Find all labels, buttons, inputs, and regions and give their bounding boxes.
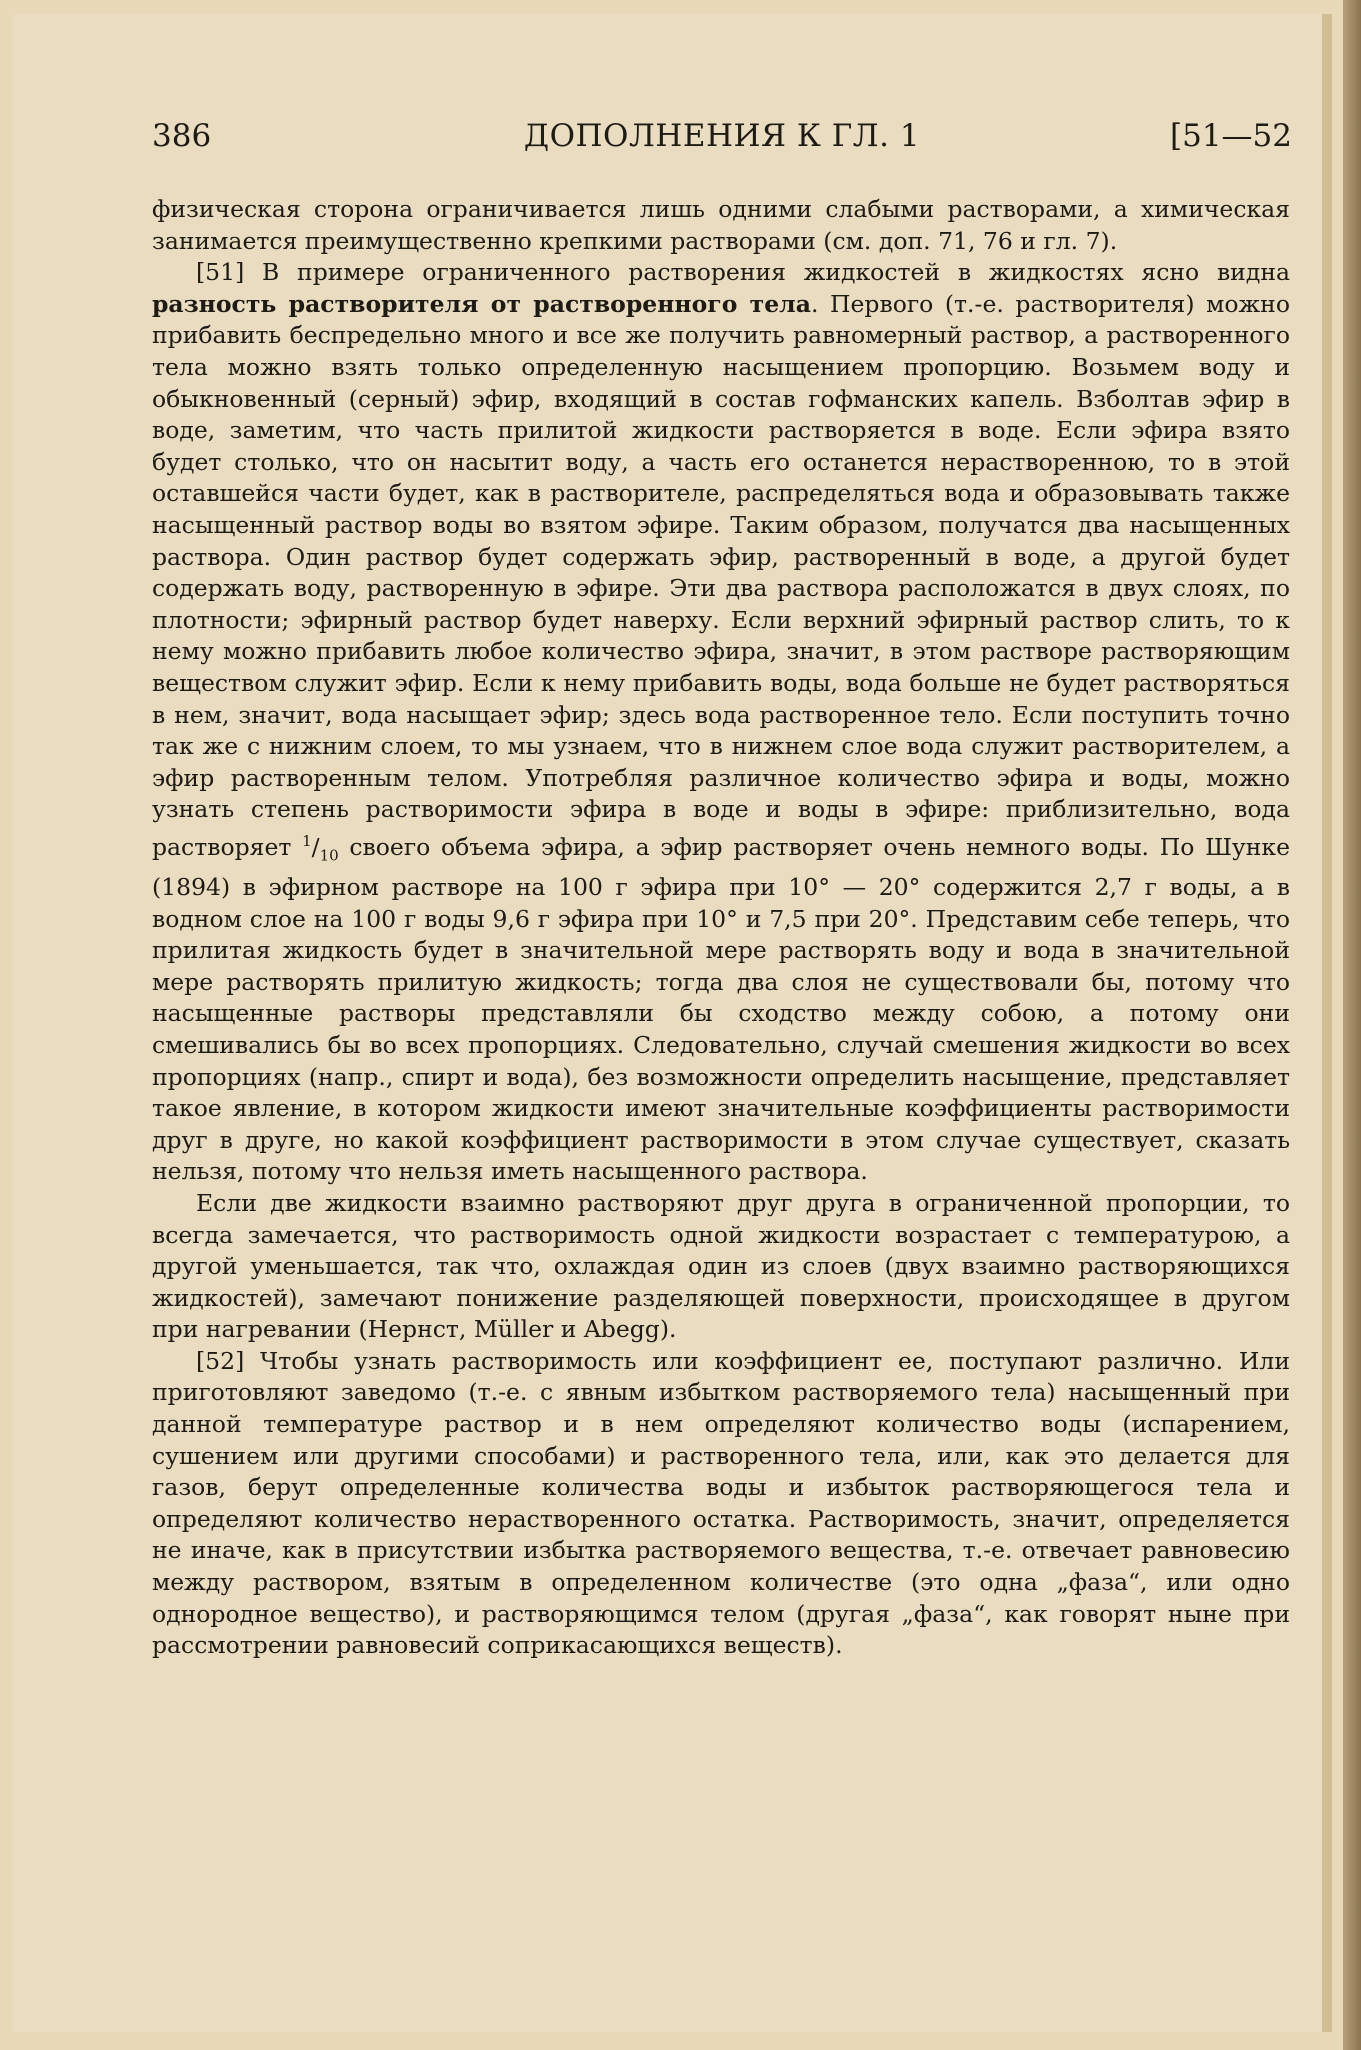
paragraph-51-prefix: [51] В примере ограниченного растворения жидкостей в жидкостях ясно видна	[196, 258, 1290, 287]
paragraph-51: [51] В примере ограниченного растворения жидкостей в жидкостях ясно видна разность растворителя от растворенного тела. Первого (т.-е. растворителя) можно прибавить беспредельно много и все же получить равномерный раствор, а растворенного тела можно взять только определенную насыщением пропорцию. Возьмем воду и обыкновенный (серный) эфир, входящий в состав гофманских капель. Взболтав эфир в воде, заметим, что часть прилитой жидкости растворяется в воде. Если эфира взято будет столько, что он насытит воду, а часть его останется нерастворенною, то в этой оставшейся части будет, как в растворителе, распределяться вода и образовывать также насыщенный раствор воды во взятом эфире. Таким образом, получатся два насыщенных раствора. Один раствор будет содержать эфир, растворенный в воде, а другой будет содержать воду, растворенную в эфире. Эти два раствора расположатся в двух слоях, по плотности; эфирный раствор будет наверху. Если верхний эфирный раствор слить, то к нему можно прибавить любое количество эфира, значит, в этом растворе растворяющим веществом служит эфир. Если к нему прибавить воды, вода больше не будет растворяться в нем, значит, вода насыщает эфир; здесь вода растворенное тело. Если поступить точно так же с нижним слоем, то мы узнаем, что в нижнем слое вода служит растворителем, а эфир растворенным телом. Употребляя различное количество эфира и воды, можно узнать степень растворимости эфира в воде и воды в эфире: приблизительно, вода растворяет $^1/_{10}$ своего объема эфира, а эфир растворяет очень немного воды. По Шунке (1894) в эфирном растворе на 100 г эфира при 10° — 20° содержится 2,7 г воды, а в водном слое на 100 г воды 9,6 г эфира при 10° и 7,5 при 20°. Представим себе теперь, что прилитая жидкость будет в значительной мере растворять воду и вода в значительной мере растворять прилитую жидкость; тогда два слоя не существовали бы, потому что насыщенные растворы представляли бы сходство между собою, а потому они смешивались бы во всех пропорциях. Следовательно, случай смешения жидкости во всех пропорциях (напр., спирт и вода), без возможности определить насыщение, представляет такое явление, в котором жидкости имеют значительные коэффициенты растворимости друг в друге, но какой коэффициент растворимости в этом случае существует, сказать нельзя, потому что нельзя иметь насыщенного раствора.	[152, 258, 1291, 1186]
page-body	[152, 194, 1290, 1662]
paragraph-52: [52] Чтобы узнать растворимость или коэффициент ее, поступают различно. Или приготовляют заведомо (т.-е. с явным избытком растворяемого тела) насыщенный при данной температуре раствор и в нем определяют количество воды (испарением, сушением или другими способами) и растворенного тела, или, как это делается для газов, берут определенные количества воды и избыток растворяющегося тела и определяют количество нерастворенного остатка. Растворимость, значит, определяется не иначе, как в присутствии избытка растворяемого вещества, т.-е. отвечает равновесию между раствором, взятым в определенном количестве (это одна „фаза“, или одно однородное вещество), и растворяющимся телом (другая „фаза“, как говорят ныне при рассмотрении равновесий соприкасающихся веществ).	[152, 1346, 1290, 1660]
paragraph-continuation: физическая сторона ограничивается лишь одними слабыми растворами, а химическая занимается преимущественно крепкими растворами (см. доп. 71, 76 и гл. 7).	[152, 195, 1290, 255]
page-edge	[1343, 0, 1361, 2050]
paragraph-two-liquids: Если две жидкости взаимно растворяют друг друга в ограниченной пропорции, то всегда замечается, что растворимость одной жидкости возрастает с температурою, а другой уменьшается, так что, охлаждая один из слоев (двух взаимно растворяющихся жидкостей), замечают понижение разделяющей поверхности, происходящее в другом при нагревании (Нернст, Müller и Abegg).	[152, 1188, 1290, 1344]
fraction-numerator: 1	[302, 831, 312, 850]
paragraph-51-tail: своего объема эфира, а эфир растворяет очень немного воды. По Шунке (1894) в эфирном растворе на 100 г эфира при 10° — 20° содержится 2,7 г воды, а в водном слое на 100 г воды 9,6 г эфира при 10° и 7,5 при 20°. Представим себе теперь, что прилитая жидкость будет в значительной мере растворять воду и вода в значительной мере растворять прилитую жидкость; тогда два слоя не существовали бы, потому что насыщенные растворы представляли бы сходство между собою, а потому они смешивались бы во всех пропорциях. Следовательно, случай смешения жидкости во всех пропорциях (напр., спирт и вода), без возможности определить насыщение, представляет такое явление, в котором жидкости имеют значительные коэффициенты растворимости друг в друге, но какой коэффициент растворимости в этом случае существует, сказать нельзя, потому что нельзя иметь насыщенного раствора.	[152, 832, 1291, 1186]
page-header	[152, 118, 1292, 162]
section-range: [51—52	[1170, 118, 1292, 154]
fraction-denominator: 10	[319, 846, 339, 865]
page-number: 386	[152, 118, 212, 154]
paragraph-51-bold: разность растворителя от растворенного тела	[152, 289, 811, 318]
paragraph-51-suffix: . Первого (т.-е. растворителя) можно прибавить беспредельно много и все же получить равномерный раствор, а растворенного тела можно взять только определенную насыщением пропорцию. Возьмем воду и обыкновенный (серный) эфир, входящий в состав гофманских капель. Взболтав эфир в воде, заметим, что часть прилитой жидкости растворяется в воде. Если эфира взято будет столько, что он насытит воду, а часть его останется нерастворенною, то в этой оставшейся части будет, как в растворителе, распределяться вода и образовывать также насыщенный раствор воды во взятом эфире. Таким образом, получатся два насыщенных раствора. Один раствор будет содержать эфир, растворенный в воде, а другой будет содержать воду, растворенную в эфире. Эти два раствора расположатся в двух слоях, по плотности; эфирный раствор будет наверху. Если верхний эфирный раствор слить, то к нему можно прибавить любое количество эфира, значит, в этом растворе растворяющим веществом служит эфир. Если к нему прибавить воды, вода больше не будет растворяться в нем, значит, вода насыщает эфир; здесь вода растворенное тело. Если поступить точно так же с нижним слоем, то мы узнаем, что в нижнем слое вода служит растворителем, а эфир растворенным телом. Употребляя различное количество эфира и воды, можно узнать степень растворимости эфира в воде и воды в эфире: приблизительно, вода растворяет	[152, 289, 1290, 861]
running-title: ДОПОЛНЕНИЯ К ГЛ. 1	[523, 118, 921, 154]
